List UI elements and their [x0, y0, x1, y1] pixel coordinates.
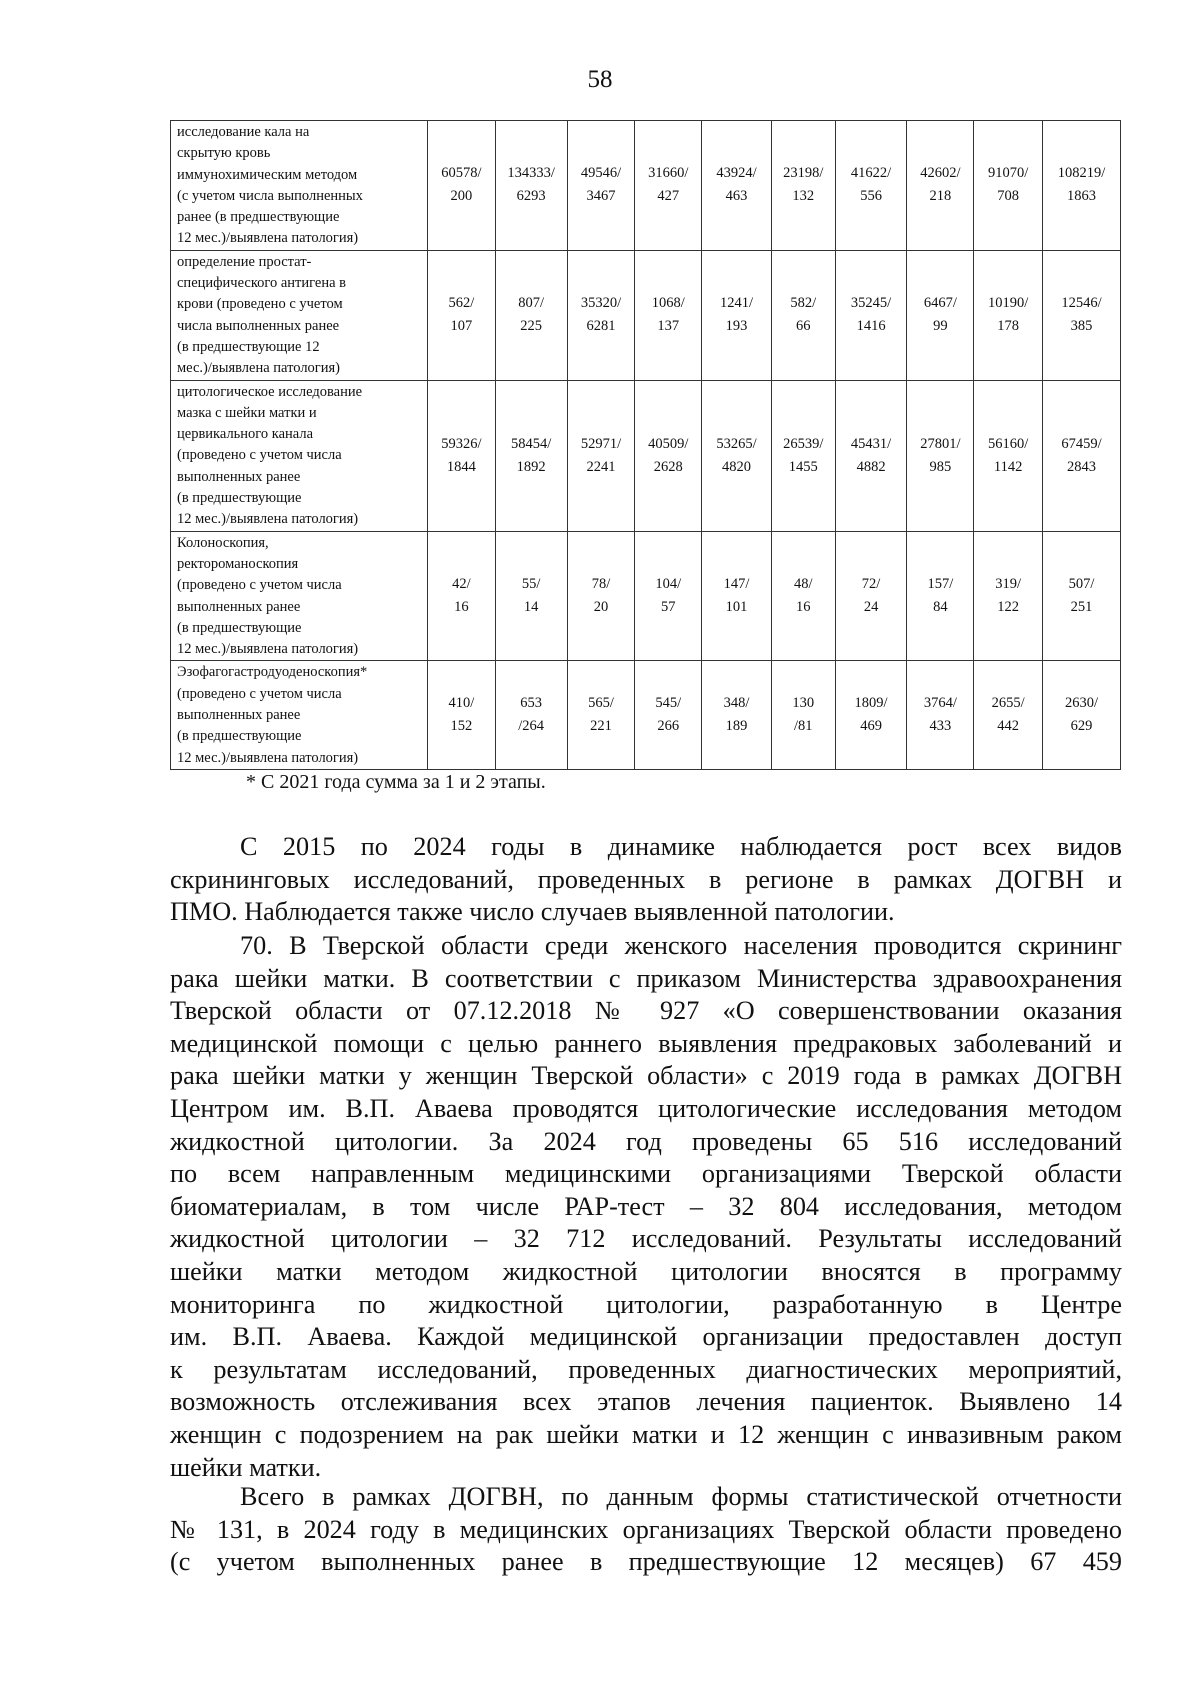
- table-cell: 78/ 20: [567, 531, 635, 661]
- table-cell: 35320/ 6281: [567, 250, 635, 380]
- text-line: жидкостной цитологии. За 2024 год проведены 65 516 исследований: [170, 1126, 1122, 1156]
- table-cell: 507/ 251: [1043, 531, 1121, 661]
- text-line: возможность отслеживания всех этапов лечения пациенток. Выявлено 14: [170, 1387, 1122, 1417]
- table-cell: 23198/ 132: [771, 121, 835, 251]
- row-label: исследование кала на скрытую кровь иммунохимическим методом (с учетом числа выполненных ранее (в предшествующие 12 мес.)/выявлена патология): [171, 121, 428, 251]
- table-cell: 134333/ 6293: [495, 121, 567, 251]
- table-cell: 48/ 16: [771, 531, 835, 661]
- text-line: ПМО. Наблюдается также число случаев выявленной патологии.: [170, 897, 895, 927]
- table-cell: 26539/ 1455: [771, 380, 835, 531]
- table-cell: 58454/ 1892: [495, 380, 567, 531]
- table-cell: 35245/ 1416: [835, 250, 907, 380]
- table-cell: 319/ 122: [974, 531, 1043, 661]
- table-cell: 108219/ 1863: [1043, 121, 1121, 251]
- table-cell: 42602/ 218: [907, 121, 974, 251]
- table-cell: 27801/ 985: [907, 380, 974, 531]
- table-cell: 41622/ 556: [835, 121, 907, 251]
- text-line: № 131, в 2024 году в медицинских организациях Тверской области проведено: [170, 1514, 1122, 1544]
- text-line: биоматериалам, в том числе РАР-тест – 32 804 исследования, методом: [170, 1191, 1122, 1221]
- row-label: Эзофагогастродуоденоскопия* (проведено с учетом числа выполненных ранее (в предшествующие 12 мес.)/выявлена патология): [171, 661, 428, 769]
- table-cell: 157/ 84: [907, 531, 974, 661]
- table-cell: 43924/ 463: [702, 121, 772, 251]
- table-cell: 582/ 66: [771, 250, 835, 380]
- table-cell: 1068/ 137: [635, 250, 702, 380]
- text-line: Всего в рамках ДОГВН, по данным формы статистической отчетности: [240, 1482, 1122, 1511]
- table-cell: 130 /81: [771, 661, 835, 769]
- text-line: медицинской помощи с целью раннего выявления предраковых заболеваний и: [170, 1028, 1122, 1058]
- text-line: С 2015 по 2024 годы в динамике наблюдается рост всех видов: [240, 832, 1122, 861]
- table-cell: 67459/ 2843: [1043, 380, 1121, 531]
- table-row: [171, 250, 1121, 380]
- paragraph-cervical-screening: [170, 930, 1122, 1484]
- text-line: 70. В Тверской области среди женского населения проводится скрининг: [240, 931, 1122, 960]
- table-cell: 1241/ 193: [702, 250, 772, 380]
- table-cell: 52971/ 2241: [567, 380, 635, 531]
- text-line: скрининговых исследований, проведенных в регионе в рамках ДОГВН и: [170, 864, 1122, 894]
- paragraph-dynamics: [170, 831, 1122, 929]
- table-cell: 40509/ 2628: [635, 380, 702, 531]
- table-footnote: * С 2021 года сумма за 1 и 2 этапы.: [246, 771, 546, 793]
- table-row: [171, 531, 1121, 661]
- table-cell: 2630/ 629: [1043, 661, 1121, 769]
- table-cell: 31660/ 427: [635, 121, 702, 251]
- paragraph-total-dogvn: [170, 1481, 1122, 1579]
- table-cell: 653 /264: [495, 661, 567, 769]
- table-cell: 1809/ 469: [835, 661, 907, 769]
- table-cell: 72/ 24: [835, 531, 907, 661]
- text-line: рака шейки матки. В соответствии с приказом Министерства здравоохранения: [170, 963, 1122, 993]
- row-label: определение простат- специфического антигена в крови (проведено с учетом числа выполненных ранее (в предшествующие 12 мес.)/выявлена патология): [171, 250, 428, 380]
- text-line: по всем направленным медицинскими организациями Тверской области: [170, 1159, 1122, 1189]
- table-cell: 410/ 152: [427, 661, 495, 769]
- text-line: мониторинга по жидкостной цитологии, разработанную в Центре: [170, 1289, 1122, 1319]
- text-line: Центром им. В.П. Аваева проводятся цитологические исследования методом: [170, 1093, 1122, 1123]
- text-line: к результатам исследований, проведенных диагностических мероприятий,: [170, 1354, 1122, 1384]
- text-line: рака шейки матки у женщин Тверской области» с 2019 года в рамках ДОГВН: [170, 1061, 1122, 1091]
- table-row: [171, 121, 1121, 251]
- table-cell: 10190/ 178: [974, 250, 1043, 380]
- text-line: шейки матки методом жидкостной цитологии вносятся в программу: [170, 1256, 1122, 1286]
- text-line: (с учетом выполненных ранее в предшествующие 12 месяцев) 67 459: [170, 1547, 1122, 1577]
- text-line: жидкостной цитологии – 32 712 исследований. Результаты исследований: [170, 1224, 1122, 1254]
- table-cell: 147/ 101: [702, 531, 772, 661]
- table-cell: 807/ 225: [495, 250, 567, 380]
- table-cell: 53265/ 4820: [702, 380, 772, 531]
- text-line: шейки матки.: [170, 1452, 322, 1482]
- table-row: [171, 380, 1121, 531]
- text-line: Тверской области от 07.12.2018 № 927 «О совершенствовании оказания: [170, 996, 1122, 1026]
- table-row: [171, 661, 1121, 769]
- table-cell: 562/ 107: [427, 250, 495, 380]
- table-cell: 49546/ 3467: [567, 121, 635, 251]
- row-label: Колоноскопия, ректороманоскопия (проведено с учетом числа выполненных ранее (в предшествующие 12 мес.)/выявлена патология): [171, 531, 428, 661]
- text-line: им. В.П. Аваева. Каждой медицинской организации предоставлен доступ: [170, 1322, 1122, 1352]
- table-cell: 104/ 57: [635, 531, 702, 661]
- table-cell: 565/ 221: [567, 661, 635, 769]
- table-cell: 6467/ 99: [907, 250, 974, 380]
- table-cell: 3764/ 433: [907, 661, 974, 769]
- table-cell: 42/ 16: [427, 531, 495, 661]
- table-cell: 12546/ 385: [1043, 250, 1121, 380]
- table-cell: 91070/ 708: [974, 121, 1043, 251]
- page-number: 58: [587, 66, 613, 93]
- screening-table: [170, 120, 1121, 770]
- table-cell: 545/ 266: [635, 661, 702, 769]
- table-cell: 2655/ 442: [974, 661, 1043, 769]
- row-label: цитологическое исследование мазка с шейки матки и цервикального канала (проведено с учетом числа выполненных ранее (в предшествующие 12 мес.)/выявлена патология): [171, 380, 428, 531]
- table-cell: 55/ 14: [495, 531, 567, 661]
- table-cell: 59326/ 1844: [427, 380, 495, 531]
- table-cell: 45431/ 4882: [835, 380, 907, 531]
- table-cell: 56160/ 1142: [974, 380, 1043, 531]
- table-cell: 348/ 189: [702, 661, 772, 769]
- table-cell: 60578/ 200: [427, 121, 495, 251]
- text-line: женщин с подозрением на рак шейки матки и 12 женщин с инвазивным раком: [170, 1419, 1122, 1449]
